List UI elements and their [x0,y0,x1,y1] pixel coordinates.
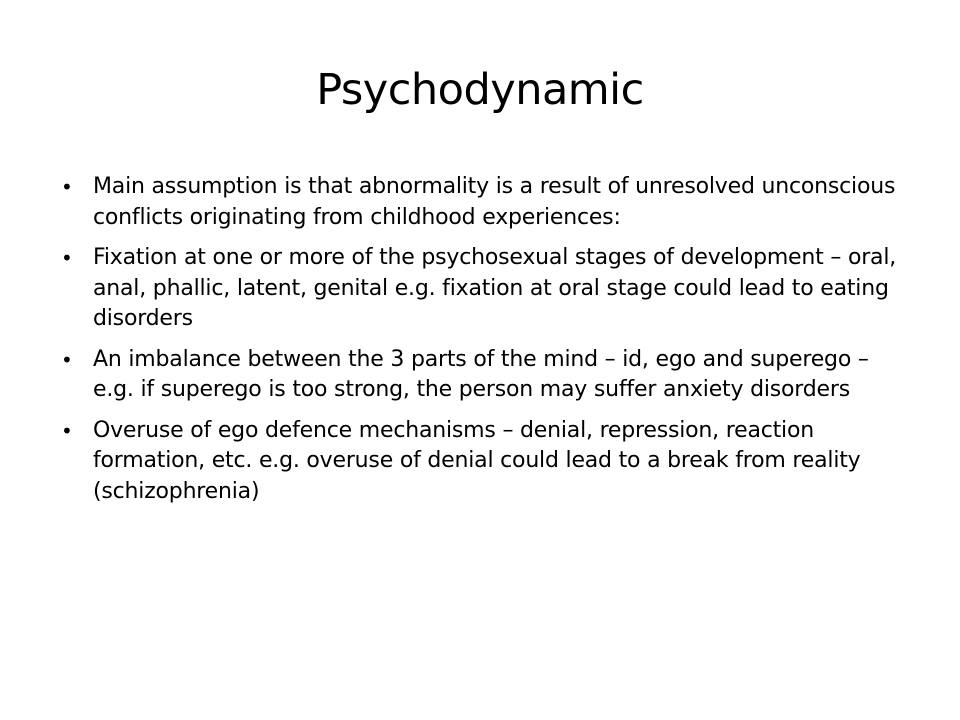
bullet-text: Fixation at one or more of the psychosexual stages of development – oral, anal, phallic, latent, genital e.g. fixation at oral stage could lead to eating disorders [93,245,897,331]
bullet-item [56,243,916,335]
bullet-icon: • [61,175,73,199]
bullet-text: Main assumption is that abnormality is a result of unresolved unconscious conflicts originating from childhood experiences: [93,174,896,230]
bullet-icon: • [61,347,73,372]
bullet-list [56,172,916,517]
slide-title: Psychodynamic [316,65,644,115]
bullet-text: An imbalance between the 3 parts of the mind – id, ego and superego – e.g. if superego is too strong, the person may suffer anxiety disorders [93,346,869,402]
bullet-item [56,345,916,406]
bullet-text: Overuse of ego defence mechanisms – denial, repression, reaction formation, etc. e.g. overuse of denial could lead to a break from reality (schizophrenia) [93,417,861,504]
bullet-icon: • [61,246,73,270]
bullet-icon: • [61,418,73,443]
bullet-item [56,416,916,508]
bullet-item [56,172,916,233]
